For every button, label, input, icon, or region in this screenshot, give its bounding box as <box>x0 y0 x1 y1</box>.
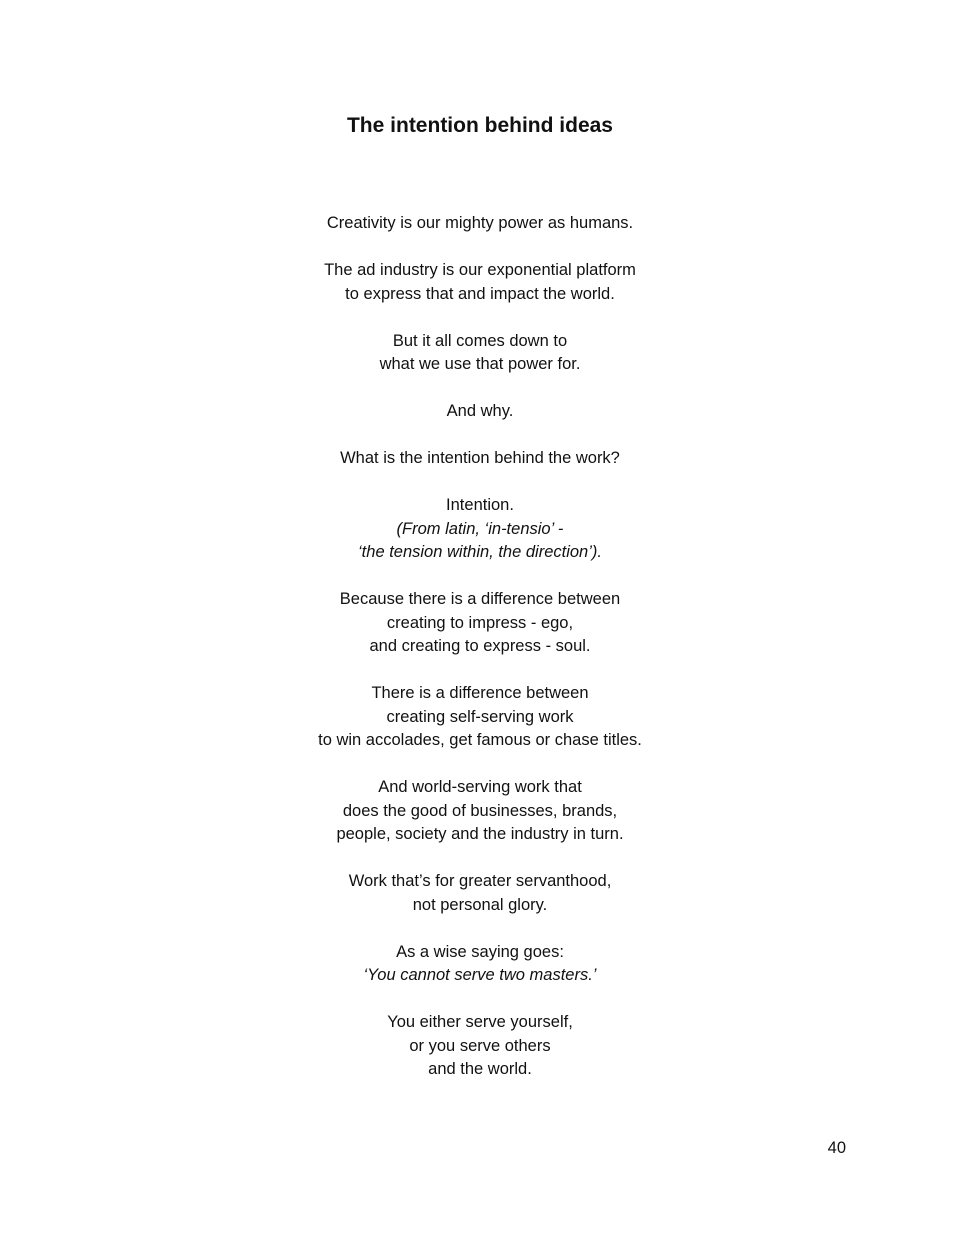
stanza-serve <box>0 1011 960 1082</box>
text-line: You either serve yourself, <box>387 1013 573 1031</box>
stanza-ego-soul <box>0 588 960 659</box>
stanza-servanthood <box>0 870 960 917</box>
text-line: But it all comes down to <box>392 331 568 350</box>
body-text <box>0 212 960 1105</box>
text-line: There is a difference between <box>371 684 589 702</box>
text-line: and creating to express - soul. <box>369 637 591 655</box>
etymology-line: ‘the tension within, the direction’). <box>358 543 602 561</box>
text-line: to express that and impact the world. <box>345 284 615 303</box>
text-line: Creativity is our mighty power as humans. <box>326 214 634 232</box>
text-line: The ad industry is our exponential platform <box>324 261 636 279</box>
stanza-intention-definition <box>0 494 960 565</box>
text-line: As a wise saying goes: <box>396 942 564 961</box>
text-line: Because there is a difference between <box>339 590 621 608</box>
stanza-ad-industry <box>0 259 960 306</box>
text-line: creating self-serving work <box>386 707 574 726</box>
text-line: and the world. <box>428 1060 532 1078</box>
text-line: And world-serving work that <box>378 778 582 796</box>
text-line: not personal glory. <box>412 895 548 914</box>
page-number: 40 <box>827 1139 846 1157</box>
text-line: does the good of businesses, brands, <box>342 801 618 820</box>
text-line: Intention. <box>446 496 514 514</box>
stanza-why <box>0 400 960 424</box>
text-line: What is the intention behind the work? <box>340 449 620 467</box>
quote-line: ‘You cannot serve two masters.’ <box>363 966 597 984</box>
stanza-self-serving <box>0 682 960 753</box>
page-title: The intention behind ideas <box>346 114 613 137</box>
stanza-question <box>0 447 960 471</box>
stanza-world-serving <box>0 776 960 847</box>
etymology-line: (From latin, ‘in-tensio’ - <box>396 519 564 538</box>
text-line: or you serve others <box>409 1036 551 1055</box>
stanza-wise-saying <box>0 941 960 988</box>
text-line: And why. <box>446 402 514 420</box>
text-line: what we use that power for. <box>379 355 581 373</box>
text-line: creating to impress - ego, <box>386 613 574 632</box>
text-line: people, society and the industry in turn. <box>336 825 624 843</box>
text-line: Work that’s for greater servanthood, <box>348 872 612 890</box>
stanza-creativity <box>0 212 960 236</box>
text-line: to win accolades, get famous or chase titles. <box>318 731 642 749</box>
stanza-power <box>0 330 960 377</box>
